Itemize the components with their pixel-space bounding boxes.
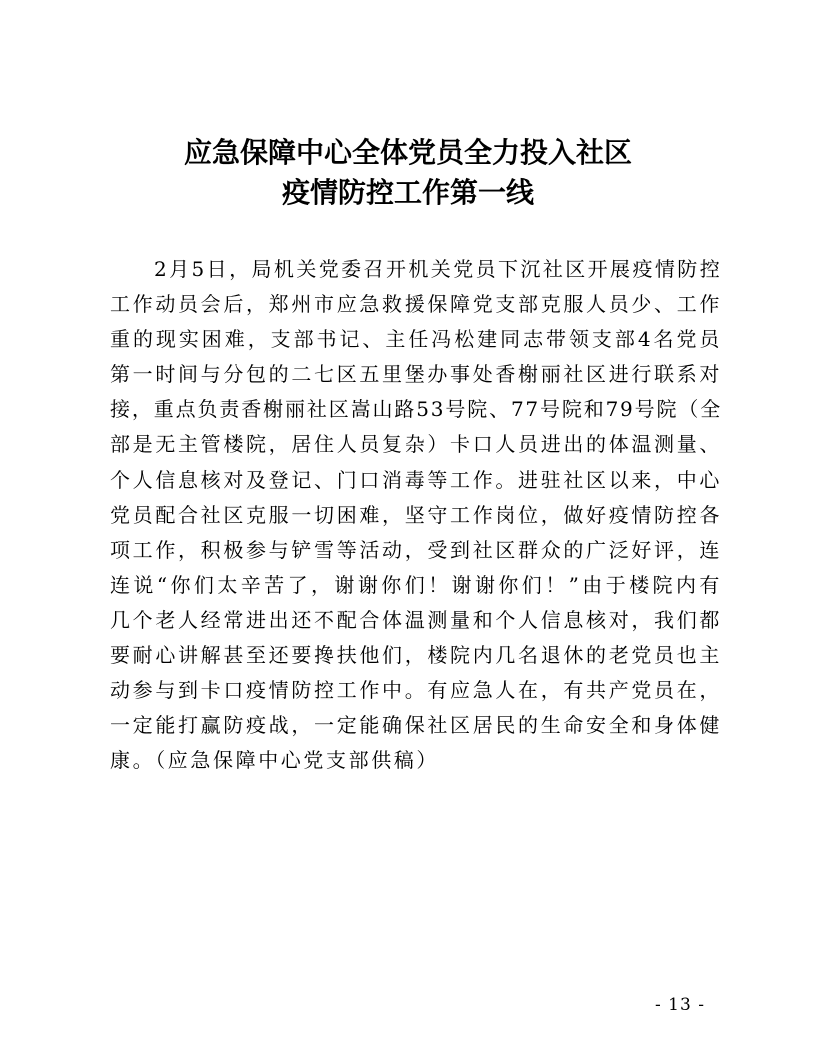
body-line-9: 项工作，积极参与铲雪等活动，受到社区群众的广泛好评，连 <box>110 537 722 562</box>
body-line-3: 重的现实困难，支部书记、主任冯松建同志带领支部4名党员 <box>110 327 722 352</box>
title-line-1: 应急保障中心全体党员全力投入社区 <box>183 136 632 169</box>
body-line-7: 个人信息核对及登记、门口消毒等工作。进驻社区以来，中心 <box>110 467 722 492</box>
body-line-1: 2月5日，局机关党委召开机关党员下沉社区开展疫情防控 <box>154 257 722 281</box>
body-line-12: 要耐心讲解甚至还要搀扶他们，楼院内几名退休的老党员也主 <box>110 643 722 668</box>
body-line-6: 部是无主管楼院，居住人员复杂）卡口人员进出的体温测量、 <box>110 432 722 457</box>
body-line-2: 工作动员会后，郑州市应急救援保障党支部克服人员少、工作 <box>110 292 722 317</box>
body-line-5: 接，重点负责香榭丽社区嵩山路53号院、77号院和79号院（全 <box>110 397 722 422</box>
page-number: - 13 - <box>655 995 705 1015</box>
body-line-10: 连说“你们太辛苦了，谢谢你们！谢谢你们！”由于楼院内有 <box>110 572 722 597</box>
body-line-14: 一定能打赢防疫战，一定能确保社区居民的生命安全和身体健 <box>110 713 722 738</box>
title-line-2: 疫情防控工作第一线 <box>281 176 534 209</box>
body-line-13: 动参与到卡口疫情防控工作中。有应急人在，有共产党员在， <box>110 678 722 703</box>
article-body <box>110 252 722 778</box>
body-line-4: 第一时间与分包的二七区五里堡办事处香榭丽社区进行联系对 <box>110 362 722 387</box>
body-line-11: 几个老人经常进出还不配合体温测量和个人信息核对，我们都 <box>110 607 722 632</box>
body-line-15: 康。（应急保障中心党支部供稿） <box>110 748 439 773</box>
body-line-8: 党员配合社区克服一切困难，坚守工作岗位，做好疫情防控各 <box>110 502 722 527</box>
article-title <box>0 133 816 213</box>
